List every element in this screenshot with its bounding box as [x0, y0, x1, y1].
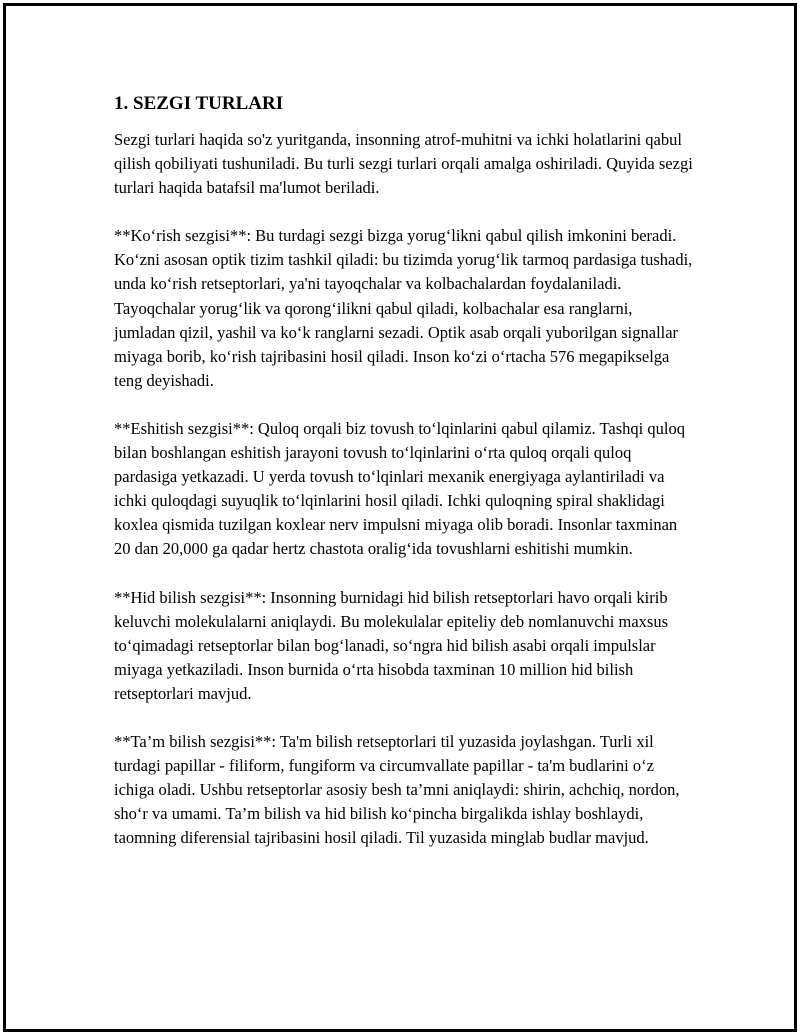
section-heading: 1. SEZGI TURLARI	[114, 93, 284, 114]
intro-paragraph: Sezgi turlari haqida so'z yuritganda, insonning atrof-muhitni va ichki holatlarini qabul qilish qobiliyati tushuniladi. Bu turli sezgi turlari orqali amalga oshiriladi. Quyida sezgi turlari haqida batafsil ma'lumot beriladi.	[114, 130, 693, 198]
paragraph-tam-bilish-sezgisi: **Ta’m bilish sezgisi**: Ta'm bilish retseptorlari til yuzasida joylashgan. Turli xil turdagi papillar - filiform, fungiform va circumvallate papillar - ta'm budlarini oʻz ichiga oladi. Ushbu retseptorlar asosiy besh ta’mni aniqlaydi: shirin, achchiq, nordon, shoʻr va umami. Ta’m bilish va hid bilish koʻpincha birgalikda ishlay boshlaydi, taomning diferensial tajribasini hosil qiladi. Til yuzasida minglab budlar mavjud.	[114, 731, 680, 848]
document-body	[114, 92, 694, 874]
paragraph-korish-sezgisi: **Koʻrish sezgisi**: Bu turdagi sezgi bizga yorugʻlikni qabul qilish imkonini beradi. Koʻzni asosan optik tizim tashkil qiladi: bu tizimda yorugʻlik tarmoq pardasiga tushadi, unda koʻrish retseptorlari, ya'ni tayoqchalar va kolbachalardan foydalaniladi. Tayoqchalar yorugʻlik va qorongʻilikni qabul qiladi, kolbachalar esa ranglarni, jumladan qizil, yashil va koʻk ranglarni sezadi. Optik asab orqali yuborilgan signallar miyaga borib, koʻrish tajribasini hosil qiladi. Inson koʻzi oʻrtacha 576 megapikselga teng deyishadi.	[114, 226, 693, 390]
paragraph-eshitish-sezgisi: **Eshitish sezgisi**: Quloq orqali biz tovush toʻlqinlarini qabul qilamiz. Tashqi quloq bilan boshlangan eshitish jarayoni tovush toʻlqinlarini oʻrta quloq orqali quloq pardasiga yetkazadi. U yerda tovush toʻlqinlari mexanik energiyaga aylantiriladi va ichki quloqdagi suyuqlik toʻlqinlarini hosil qiladi. Ichki quloqning spiral shaklidagi koxlea qismida tuzilgan koxlear nerv impulsni miyaga olib boradi. Insonlar taxminan 20 dan 20,000 ga qadar hertz chastota oraligʻida tovushlarni eshitishi mumkin.	[114, 418, 685, 559]
paragraph-hid-bilish-sezgisi: **Hid bilish sezgisi**: Insonning burnidagi hid bilish retseptorlari havo orqali kirib keluvchi molekulalarni aniqlaydi. Bu molekulalar epiteliy deb nomlanuvchi maxsus toʻqimadagi retseptorlar bilan bogʻlanadi, soʻngra hid bilish asabi orqali impulslar miyaga yetkaziladi. Inson burnida oʻrta hisobda taxminan 10 million hid bilish retseptorlari mavjud.	[114, 587, 668, 703]
